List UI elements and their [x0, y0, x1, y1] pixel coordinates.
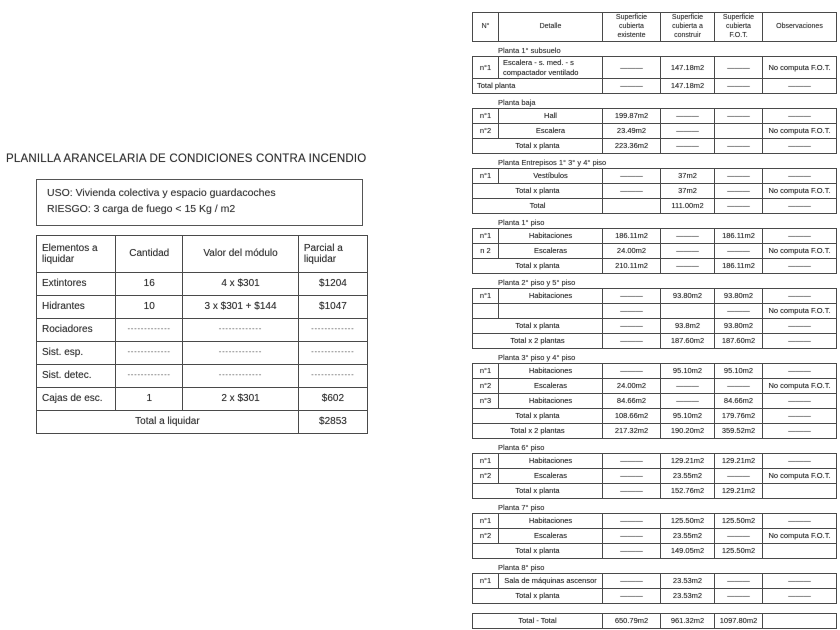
risk-line: RIESGO: 3 carga de fuego < 15 Kg / m2 — [47, 203, 236, 216]
surface-row — [473, 544, 837, 559]
surface-row — [473, 124, 837, 139]
surface-cell: No computa F.O.T. — [763, 379, 837, 394]
surface-cell: 149.05m2 — [661, 544, 715, 559]
surface-row — [473, 529, 837, 544]
surface-cell: 37m2 — [661, 184, 715, 199]
fire-table-row — [37, 272, 368, 295]
surface-row — [473, 319, 837, 334]
surface-total-label-cell: Total x planta — [473, 484, 603, 499]
surface-cell: Habitaciones — [499, 364, 603, 379]
fire-total-label: Total a liquidar — [37, 410, 299, 433]
surface-row — [473, 394, 837, 409]
surface-schedule-document — [472, 12, 838, 629]
surface-cell: Escaleras — [499, 244, 603, 259]
surface-header-table — [472, 12, 837, 42]
fire-table-row — [37, 295, 368, 318]
surface-total-label-cell: Total x planta — [473, 184, 603, 199]
surface-cell: ——— — [763, 199, 837, 214]
fire-table-row — [37, 318, 368, 341]
surface-cell: ——— — [661, 124, 715, 139]
grand-total-value: 650.79m2 — [603, 614, 661, 629]
surface-cell: 125.50m2 — [715, 544, 763, 559]
fire-table-cell: 16 — [116, 272, 183, 295]
surface-cell: 199.87m2 — [603, 109, 661, 124]
surface-cell: ——— — [763, 364, 837, 379]
surface-cell: 108.66m2 — [603, 409, 661, 424]
fire-table-cell: 2 x $301 — [183, 387, 299, 410]
surface-cell: ——— — [715, 304, 763, 319]
surface-cell: Escalera - s. med. - s compactador ventilado — [499, 57, 603, 79]
surface-cell: Vestíbulos — [499, 169, 603, 184]
surface-section-table — [472, 56, 837, 94]
surface-cell: ——— — [603, 289, 661, 304]
surface-cell: ——— — [763, 259, 837, 274]
surface-cell: 210.11m2 — [603, 259, 661, 274]
surface-cell: No computa F.O.T. — [763, 469, 837, 484]
surface-cell: n°3 — [473, 394, 499, 409]
grand-total-label: Total - Total — [473, 614, 603, 629]
fire-header-row — [37, 235, 368, 272]
use-risk-box — [36, 179, 363, 226]
fire-table-cell: ------------- — [298, 318, 367, 341]
surface-row — [473, 184, 837, 199]
surface-cell: 186.11m2 — [603, 229, 661, 244]
fire-table-cell: Hidrantes — [37, 295, 116, 318]
surface-cell: 152.76m2 — [661, 484, 715, 499]
surface-row — [473, 244, 837, 259]
fire-table-cell: Sist. detec. — [37, 364, 116, 387]
surface-cell: Escaleras — [499, 469, 603, 484]
surface-cell: n°2 — [473, 469, 499, 484]
surface-cell: n 2 — [473, 244, 499, 259]
surface-cell: ——— — [661, 244, 715, 259]
surface-section-table — [472, 363, 837, 439]
surface-cell: ——— — [715, 379, 763, 394]
surface-total-label-cell: Total x planta — [473, 319, 603, 334]
fire-table-cell: $602 — [298, 387, 367, 410]
surface-cell: ——— — [715, 169, 763, 184]
surface-cell: ——— — [715, 79, 763, 94]
surface-row — [473, 364, 837, 379]
surface-cell: 93.8m2 — [661, 319, 715, 334]
section-label: Planta 8° piso — [498, 563, 545, 572]
section-label: Planta 3° piso y 4° piso — [498, 353, 576, 362]
surface-cell: 95.10m2 — [715, 364, 763, 379]
grand-total-row — [473, 614, 837, 629]
surface-column-header: Superficie cubierta a construir — [661, 13, 715, 42]
surface-cell — [763, 484, 837, 499]
fire-table-cell: ------------- — [183, 364, 299, 387]
fire-table-cell: 4 x $301 — [183, 272, 299, 295]
surface-cell: ——— — [661, 379, 715, 394]
surface-cell — [661, 304, 715, 319]
surface-cell: 84.66m2 — [603, 394, 661, 409]
surface-cell: 37m2 — [661, 169, 715, 184]
fire-table-row — [37, 341, 368, 364]
surface-column-header: Detalle — [499, 13, 603, 42]
surface-cell: ——— — [763, 169, 837, 184]
surface-cell: ——— — [763, 139, 837, 154]
surface-cell — [603, 199, 661, 214]
fire-table-head — [37, 235, 368, 272]
surface-cell: ——— — [763, 394, 837, 409]
fire-table-cell: ------------- — [298, 341, 367, 364]
surface-cell: 24.00m2 — [603, 244, 661, 259]
surface-column-header: Superficie cubierta F.O.T. — [715, 13, 763, 42]
fire-table-cell: Rociadores — [37, 318, 116, 341]
surface-cell: ——— — [661, 229, 715, 244]
surface-cell: 23.49m2 — [603, 124, 661, 139]
fire-table-row — [37, 364, 368, 387]
surface-cell: n°1 — [473, 229, 499, 244]
surface-cell: ——— — [763, 109, 837, 124]
surface-cell: No computa F.O.T. — [763, 529, 837, 544]
surface-row — [473, 409, 837, 424]
surface-cell: n°1 — [473, 574, 499, 589]
surface-cell: 125.50m2 — [661, 514, 715, 529]
surface-row — [473, 454, 837, 469]
section-label: Planta 1° subsuelo — [498, 46, 561, 56]
surface-cell: ——— — [603, 574, 661, 589]
surface-total-label-cell: Total planta — [473, 79, 603, 94]
section-label: Planta 6° piso — [498, 443, 545, 452]
surface-cell: 186.11m2 — [715, 229, 763, 244]
surface-section-table — [472, 573, 837, 604]
fire-total-row — [37, 410, 368, 433]
surface-row — [473, 229, 837, 244]
surface-cell: n°1 — [473, 169, 499, 184]
surface-cell: ——— — [603, 319, 661, 334]
surface-cell: ——— — [603, 454, 661, 469]
surface-cell: Hall — [499, 109, 603, 124]
surface-total-label-cell: Total x planta — [473, 544, 603, 559]
surface-row — [473, 289, 837, 304]
surface-row — [473, 139, 837, 154]
fire-table-cell: $1204 — [298, 272, 367, 295]
surface-cell: ——— — [661, 139, 715, 154]
fire-table-cell: $1047 — [298, 295, 367, 318]
surface-row — [473, 469, 837, 484]
surface-row — [473, 424, 837, 439]
fire-column-header: Valor del módulo — [183, 235, 299, 272]
fire-column-header: Elementos a liquidar — [37, 235, 116, 272]
fire-table-cell: ------------- — [183, 318, 299, 341]
surface-cell: 95.10m2 — [661, 409, 715, 424]
fire-table-cell: 3 x $301 + $144 — [183, 295, 299, 318]
surface-cell: Habitaciones — [499, 514, 603, 529]
surface-cell — [763, 544, 837, 559]
surface-cell: 129.21m2 — [715, 484, 763, 499]
surface-cell: n°1 — [473, 289, 499, 304]
section-label: Planta baja — [498, 98, 536, 107]
surface-cell: ——— — [603, 364, 661, 379]
grand-total-value: 961.32m2 — [661, 614, 715, 629]
surface-cell: ——— — [603, 514, 661, 529]
fire-total-value: $2853 — [298, 410, 367, 433]
fire-elements-table — [36, 235, 368, 434]
surface-cell: ——— — [715, 109, 763, 124]
fire-table-cell: ------------- — [116, 341, 183, 364]
surface-cell: 223.36m2 — [603, 139, 661, 154]
surface-cell: ——— — [603, 469, 661, 484]
surface-cell: n°1 — [473, 109, 499, 124]
surface-grand-total-table — [472, 613, 837, 629]
fire-table-row — [37, 387, 368, 410]
section-label: Planta Entrepisos 1° 3° y 4° piso — [498, 158, 607, 167]
surface-row — [473, 199, 837, 214]
surface-cell: 147.18m2 — [661, 57, 715, 79]
surface-row — [473, 484, 837, 499]
surface-cell: ——— — [763, 409, 837, 424]
surface-cell: Sala de máquinas ascensor — [499, 574, 603, 589]
surface-cell: ——— — [715, 244, 763, 259]
surface-cell: ——— — [715, 469, 763, 484]
surface-cell — [499, 304, 603, 319]
fire-table-cell: ------------- — [183, 341, 299, 364]
surface-cell: 23.55m2 — [661, 469, 715, 484]
surface-cell: ——— — [603, 57, 661, 79]
fire-table-cell: Sist. esp. — [37, 341, 116, 364]
surface-cell: 359.52m2 — [715, 424, 763, 439]
surface-cell: ——— — [763, 424, 837, 439]
surface-row — [473, 379, 837, 394]
surface-cell: 95.10m2 — [661, 364, 715, 379]
surface-section-table — [472, 513, 837, 559]
surface-cell: ——— — [603, 304, 661, 319]
surface-section-table — [472, 108, 837, 154]
fire-table-cell: ------------- — [116, 364, 183, 387]
use-line: USO: Vivienda colectiva y espacio guardacoches — [47, 187, 276, 199]
surface-section-table — [472, 168, 837, 214]
surface-row — [473, 334, 837, 349]
surface-section-table — [472, 288, 837, 349]
surface-cell: ——— — [715, 529, 763, 544]
surface-total-label-cell: Total x planta — [473, 589, 603, 604]
fire-column-header: Parcial a liquidar — [298, 235, 367, 272]
surface-cell: ——— — [763, 319, 837, 334]
surface-cell: n°2 — [473, 124, 499, 139]
surface-cell — [715, 124, 763, 139]
surface-cell: 147.18m2 — [661, 79, 715, 94]
surface-cell: 187.60m2 — [661, 334, 715, 349]
surface-column-header: Observaciones — [763, 13, 837, 42]
surface-cell: Habitaciones — [499, 454, 603, 469]
surface-row — [473, 169, 837, 184]
surface-total-label-cell: Total x planta — [473, 139, 603, 154]
surface-row — [473, 57, 837, 79]
surface-column-header: N° — [473, 13, 499, 42]
surface-row — [473, 304, 837, 319]
surface-row — [473, 589, 837, 604]
section-label: Planta 7° piso — [498, 503, 545, 512]
grand-total-value — [763, 614, 837, 629]
surface-cell: ——— — [715, 184, 763, 199]
fire-table-cell: 10 — [116, 295, 183, 318]
surface-row — [473, 259, 837, 274]
surface-cell: ——— — [603, 169, 661, 184]
surface-total-label-cell: Total x planta — [473, 409, 603, 424]
surface-cell: No computa F.O.T. — [763, 124, 837, 139]
surface-cell: ——— — [603, 334, 661, 349]
fire-table-cell: Extintores — [37, 272, 116, 295]
surface-cell: ——— — [715, 139, 763, 154]
surface-row — [473, 574, 837, 589]
surface-cell: ——— — [603, 79, 661, 94]
surface-cell: n°1 — [473, 514, 499, 529]
surface-cell: n°1 — [473, 454, 499, 469]
page-title: PLANILLA ARANCELARIA DE CONDICIONES CONTRA INCENDIO — [6, 153, 367, 165]
surface-cell: 93.80m2 — [661, 289, 715, 304]
surface-cell: ——— — [763, 229, 837, 244]
surface-cell: 93.80m2 — [715, 319, 763, 334]
surface-cell: Habitaciones — [499, 394, 603, 409]
surface-cell: 23.53m2 — [661, 589, 715, 604]
surface-cell: 186.11m2 — [715, 259, 763, 274]
surface-cell: ——— — [715, 57, 763, 79]
surface-cell: ——— — [661, 394, 715, 409]
surface-cell: 125.50m2 — [715, 514, 763, 529]
surface-cell: Habitaciones — [499, 229, 603, 244]
surface-row — [473, 79, 837, 94]
surface-cell: n°1 — [473, 364, 499, 379]
surface-cell: 129.21m2 — [661, 454, 715, 469]
surface-cell: ——— — [603, 589, 661, 604]
fire-tariff-document — [6, 153, 368, 434]
surface-cell: 23.55m2 — [661, 529, 715, 544]
surface-cell: ——— — [715, 199, 763, 214]
fire-table-cell: 1 — [116, 387, 183, 410]
surface-cell: 217.32m2 — [603, 424, 661, 439]
surface-cell: n°2 — [473, 379, 499, 394]
surface-cell: n°2 — [473, 529, 499, 544]
surface-cell: ——— — [763, 79, 837, 94]
surface-cell — [473, 304, 499, 319]
surface-cell: 24.00m2 — [603, 379, 661, 394]
surface-cell: ——— — [603, 184, 661, 199]
surface-column-header: Superficie cubierta existente — [603, 13, 661, 42]
surface-cell: ——— — [763, 574, 837, 589]
surface-cell: 190.20m2 — [661, 424, 715, 439]
fire-table-body — [37, 272, 368, 433]
surface-cell: ——— — [763, 514, 837, 529]
surface-total-label-cell: Total x 2 plantas — [473, 334, 603, 349]
surface-section-table — [472, 453, 837, 499]
surface-total-label-cell: Total x planta — [473, 259, 603, 274]
surface-cell: 84.66m2 — [715, 394, 763, 409]
surface-cell: No computa F.O.T. — [763, 57, 837, 79]
grand-total-row-wrap — [472, 613, 838, 629]
surface-section-table — [472, 228, 837, 274]
surface-cell: No computa F.O.T. — [763, 304, 837, 319]
surface-header-row — [473, 13, 837, 42]
grand-total-value: 1097.80m2 — [715, 614, 763, 629]
surface-cell: n°1 — [473, 57, 499, 79]
fire-table-cell: ------------- — [298, 364, 367, 387]
surface-cell: 129.21m2 — [715, 454, 763, 469]
surface-cell: ——— — [763, 589, 837, 604]
fire-table-cell: Cajas de esc. — [37, 387, 116, 410]
surface-cell: ——— — [763, 454, 837, 469]
surface-cell: 23.53m2 — [661, 574, 715, 589]
surface-cell: 93.80m2 — [715, 289, 763, 304]
surface-cell: ——— — [763, 334, 837, 349]
surface-cell: Escaleras — [499, 379, 603, 394]
surface-cell: ——— — [661, 259, 715, 274]
fire-table-cell: ------------- — [116, 318, 183, 341]
surface-cell: 111.00m2 — [661, 199, 715, 214]
surface-cell: ——— — [603, 484, 661, 499]
section-label: Planta 1° piso — [498, 218, 545, 227]
surface-cell: No computa F.O.T. — [763, 244, 837, 259]
surface-cell: ——— — [603, 529, 661, 544]
surface-cell: Escaleras — [499, 529, 603, 544]
surface-cell: Habitaciones — [499, 289, 603, 304]
surface-row — [473, 514, 837, 529]
surface-cell: ——— — [661, 109, 715, 124]
surface-cell: ——— — [715, 589, 763, 604]
surface-cell: No computa F.O.T. — [763, 184, 837, 199]
section-label: Planta 2° piso y 5° piso — [498, 278, 576, 287]
surface-cell: Escalera — [499, 124, 603, 139]
fire-column-header: Cantidad — [116, 235, 183, 272]
surface-cell: 187.60m2 — [715, 334, 763, 349]
surface-cell: ——— — [763, 289, 837, 304]
surface-total-label-cell: Total x 2 plantas — [473, 424, 603, 439]
surface-cell: 179.76m2 — [715, 409, 763, 424]
surface-cell: ——— — [603, 544, 661, 559]
surface-total-label-cell: Total — [473, 199, 603, 214]
surface-cell: ——— — [715, 574, 763, 589]
surface-row — [473, 109, 837, 124]
